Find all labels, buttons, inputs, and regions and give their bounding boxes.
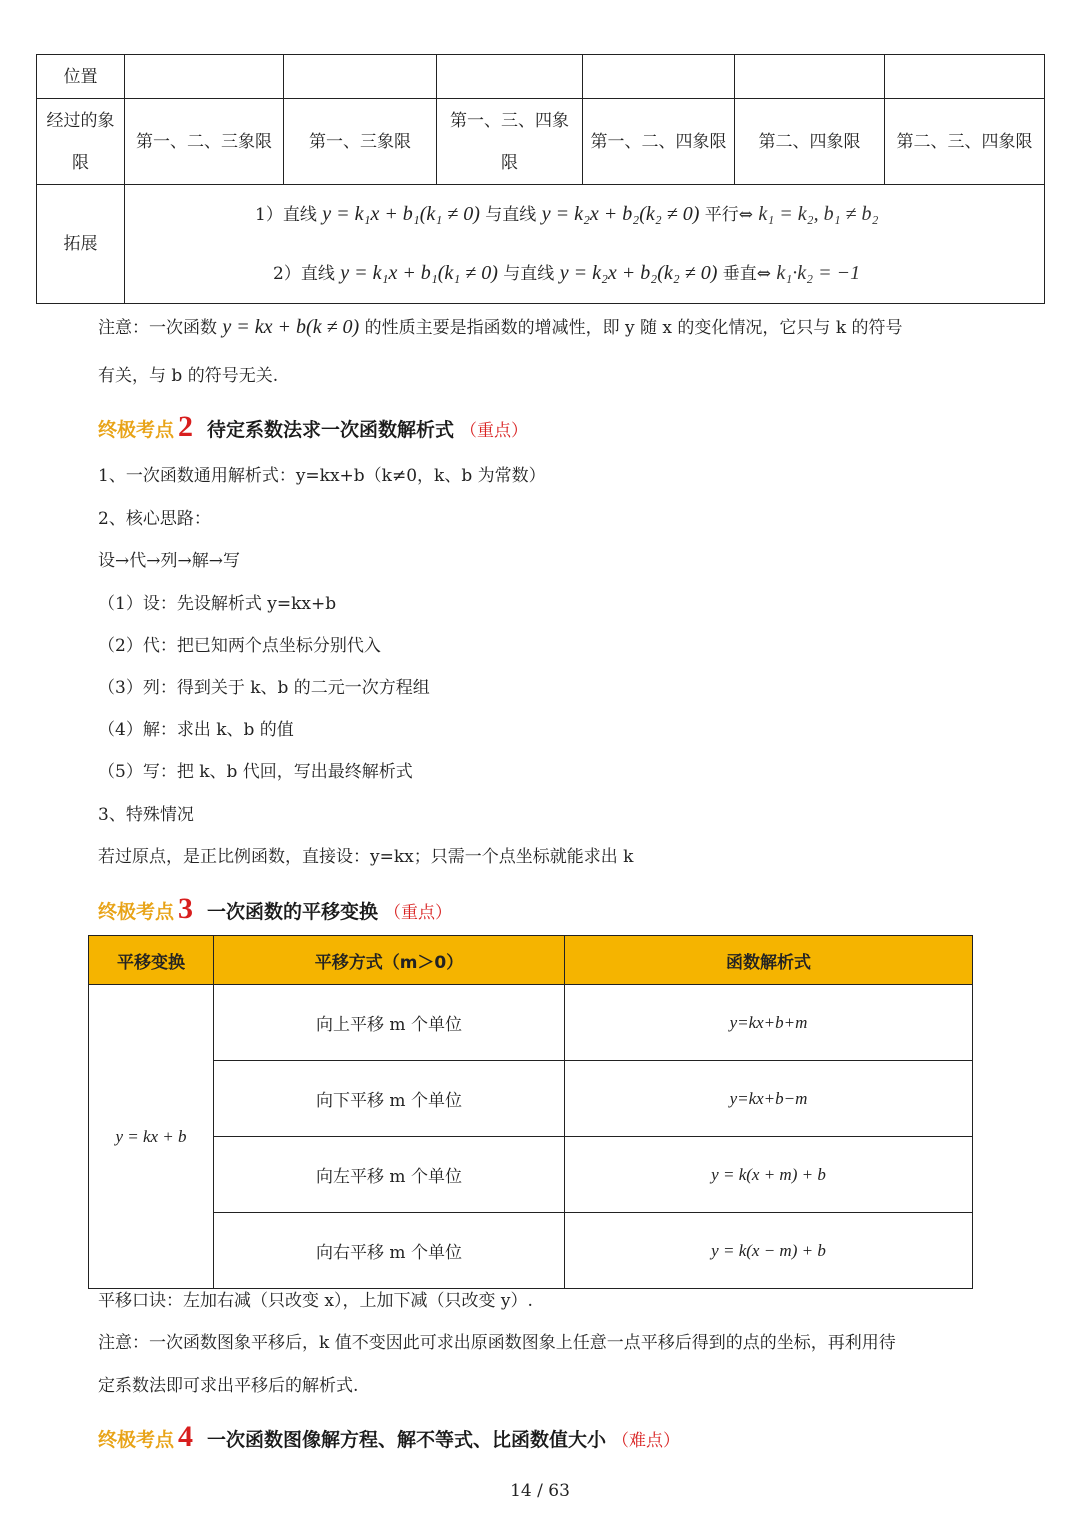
extension-parallel: 1）直线 y = k₁x + b₁(k₁ ≠ 0) 与直线 y = k₂x + b₂(k₂ ≠ 0) 平行⇔ k₁ = k₂, b₁ ≠ b₂: [255, 203, 879, 225]
section-kicker: 终极考点: [98, 901, 175, 923]
line-equation: y = k₂x + b₂(k₂ ≠ 0): [559, 262, 718, 284]
table-row: [89, 985, 973, 1061]
translation-table: [88, 935, 973, 1289]
extension-perpendicular: 2）直线 y = k₁x + b₁(k₁ ≠ 0) 与直线 y = k₂x + b₂(k₂ ≠ 0) 垂直⇔ k₁·k₂ = −1: [273, 262, 861, 284]
section-title: 一次函数的平移变换: [207, 901, 379, 923]
page-number: 14 / 63: [510, 1481, 570, 1501]
section-tag: （重点）: [460, 421, 529, 441]
section-title: 待定系数法求一次函数解析式: [207, 419, 455, 441]
column-header: 函数解析式: [565, 936, 973, 985]
perpendicular-condition: k₁·k₂ = −1: [776, 262, 861, 284]
quadrant-cell: 第一、三、四象限: [437, 99, 583, 185]
shift-way: 向右平移 m 个单位: [214, 1213, 565, 1289]
shift-formula: y=kx+b−m: [565, 1061, 973, 1137]
shift-formula: y = k(x + m) + b: [565, 1137, 973, 1213]
properties-table: [36, 54, 1045, 304]
table-row-position: [37, 55, 1045, 99]
column-header: 平移变换: [89, 936, 214, 985]
list-item: 设→代→列→解→写: [98, 551, 240, 571]
shift-formula: y = k(x − m) + b: [565, 1213, 973, 1289]
row-label-extension: 拓展: [37, 185, 125, 304]
quadrant-cell: 第一、三象限: [284, 99, 437, 185]
note-paragraph-line2: 定系数法即可求出平移后的解析式.: [98, 1376, 359, 1396]
extension-content: [125, 185, 1045, 304]
list-item: （4）解：求出 k、b 的值: [98, 720, 294, 740]
section-number: 4: [178, 1420, 194, 1453]
table-row: [89, 1061, 973, 1137]
note-paragraph-line1: 注意：一次函数 y = kx + b(k ≠ 0) 的性质主要是指函数的增减性，即 y 随 x 的变化情况，它只与 k 的符号: [98, 316, 903, 338]
note-paragraph-line2: 有关，与 b 的符号无关.: [98, 366, 279, 386]
list-item: （1）设：先设解析式 y=kx+b: [98, 594, 337, 614]
quadrant-cell: 第二、四象限: [735, 99, 885, 185]
section-heading-2: [98, 410, 528, 444]
column-header: 平移方式（m＞0）: [214, 936, 565, 985]
quadrant-cell: 第一、二、三象限: [125, 99, 284, 185]
shift-formula: y=kx+b+m: [565, 985, 973, 1061]
row-label-position: 位置: [37, 55, 125, 99]
table-row: [89, 1137, 973, 1213]
section-heading-4: [98, 1420, 680, 1454]
shift-way: 向下平移 m 个单位: [214, 1061, 565, 1137]
list-item: 若过原点，是正比例函数，直接设：y=kx；只需一个点坐标就能求出 k: [98, 847, 634, 867]
section-number: 3: [178, 892, 194, 925]
row-label-quadrants: 经过的象限: [37, 99, 125, 185]
table-header-row: [89, 936, 973, 985]
section-heading-3: [98, 892, 452, 926]
section-kicker: 终极考点: [98, 1429, 175, 1451]
shift-way: 向左平移 m 个单位: [214, 1137, 565, 1213]
list-item: 2、核心思路：: [98, 509, 211, 529]
section-title: 一次函数图像解方程、解不等式、比函数值大小: [207, 1429, 607, 1451]
quadrant-cell: 第一、二、四象限: [583, 99, 735, 185]
line-equation: y = k₂x + b₂(k₂ ≠ 0): [541, 203, 700, 225]
list-item: （2）代：把已知两个点坐标分别代入: [98, 636, 381, 656]
line-equation: y = k₁x + b₁(k₁ ≠ 0): [322, 203, 480, 225]
section-number: 2: [178, 410, 194, 443]
function-equation: y = kx + b(k ≠ 0): [222, 316, 360, 338]
table-row: [89, 1213, 973, 1289]
parallel-condition: k₁ = k₂, b₁ ≠ b₂: [758, 203, 879, 225]
table-row-extension: [37, 185, 1045, 304]
base-function: y = kx + b: [89, 985, 214, 1289]
list-item: 1、一次函数通用解析式：y=kx+b（k≠0，k、b 为常数）: [98, 466, 546, 486]
section-tag: （重点）: [384, 903, 453, 923]
list-item: （3）列：得到关于 k、b 的二元一次方程组: [98, 678, 430, 698]
list-item: （5）写：把 k、b 代回，写出最终解析式: [98, 762, 413, 782]
list-item: 3、特殊情况: [98, 805, 194, 825]
section-tag: （难点）: [612, 1431, 681, 1451]
note-paragraph-line1: 注意：一次函数图象平移后，k 值不变因此可求出原函数图象上任意一点平移后得到的点的坐标，再利用待: [98, 1333, 896, 1353]
shift-way: 向上平移 m 个单位: [214, 985, 565, 1061]
mnemonic-text: 平移口诀：左加右减（只改变 x），上加下减（只改变 y）.: [98, 1291, 533, 1311]
section-kicker: 终极考点: [98, 419, 175, 441]
quadrant-cell: 第二、三、四象限: [885, 99, 1045, 185]
table-row-quadrants: [37, 99, 1045, 185]
line-equation: y = k₁x + b₁(k₁ ≠ 0): [340, 262, 498, 284]
